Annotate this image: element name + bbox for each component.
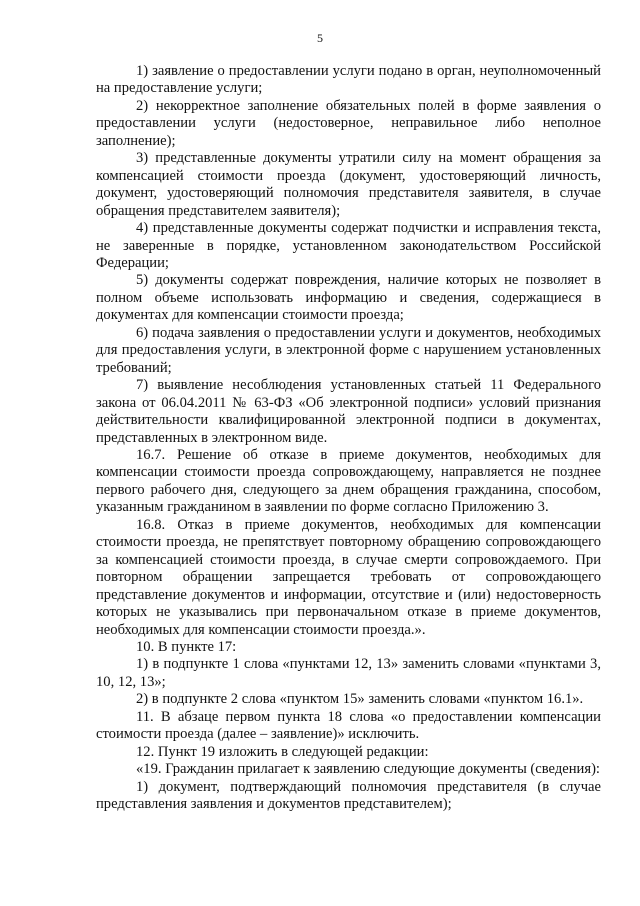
paragraph-item-4: 4) представленные документы содержат подчистки и исправления текста, не заверенные в порядке, установленном законодательством Российской Федерации; [96,220,601,271]
document-body [96,63,601,813]
paragraph-point-10: 10. В пункте 17: [136,638,237,655]
paragraph-item-5: 5) документы содержат повреждения, наличие которых не позволяет в полном объеме использовать информацию и сведения, содержащиеся в документах для компенсации стоимости проезда; [96,272,601,324]
paragraph-point-11: 11. В абзаце первом пункта 18 слова «о предоставлении компенсации стоимости проезда (далее – заявление)» исключить. [96,708,601,743]
paragraph-point-12: 12. Пункт 19 изложить в следующей редакции: [136,743,429,760]
paragraph-point-10-sub-2: 2) в подпункте 2 слова «пунктом 15» заменить словами «пунктом 16.1». [136,691,584,708]
paragraph-point-10-sub-1: 1) в подпункте 1 слова «пунктами 12, 13» заменить словами «пунктами 3, 10, 12, 13»; [96,656,601,690]
paragraph-item-3: 3) представленные документы утратили силу на момент обращения за компенсацией стоимости проезда (документ, удостоверяющий личность, документ, удостоверяющий полномочия представителя заявителя, в случае обращения представителем заявителя); [96,150,601,219]
paragraph-item-6: 6) подача заявления о предоставлении услуги и документов, необходимых для предоставления услуги, в электронной форме с нарушением установленных требований; [96,324,601,376]
paragraph-item-2: 2) некорректное заполнение обязательных полей в форме заявления о предоставлении услуги (недостоверное, неправильное либо неполное заполнение); [96,97,601,149]
paragraph-point-19-sub-1: 1) документ, подтверждающий полномочия представителя (в случае представления заявления и документов представителем); [96,778,601,813]
paragraph-point-19: «19. Гражданин прилагает к заявлению следующие документы (сведения): [136,761,600,778]
paragraph-item-7: 7) выявление несоблюдения установленных статьей 11 Федерального закона от 06.04.2011 № 63-ФЗ «Об электронной подписи» условий признания действительности квалифицированной электронной подписи в документах, представленных в электронном виде. [96,377,601,446]
paragraph-16-8: 16.8. Отказ в приеме документов, необходимых для компенсации стоимости проезда, не препятствует повторному обращению сопровождающего за компенсацией стоимости проезда, в случае смерти сопровождаемого. При повторном обращении запрещается требовать от сопровождающего представление документов и информации, отсутствие и (или) недостоверность которых не указывались при первоначальном отказе в приеме документов, необходимых для компенсации стоимости проезда.». [96,516,601,638]
paragraph-item-1: 1) заявление о предоставлении услуги подано в орган, неуполномоченный на предоставление услуги; [96,63,601,97]
page-number: 5 [317,31,323,45]
paragraph-16-7: 16.7. Решение об отказе в приеме документов, необходимых для компенсации стоимости проезда сопровождающему, направляется не позднее первого рабочего дня, следующего за днем обращения гражданина, способом, указанным гражданином в заявлении по форме согласно Приложению 3. [96,446,601,516]
